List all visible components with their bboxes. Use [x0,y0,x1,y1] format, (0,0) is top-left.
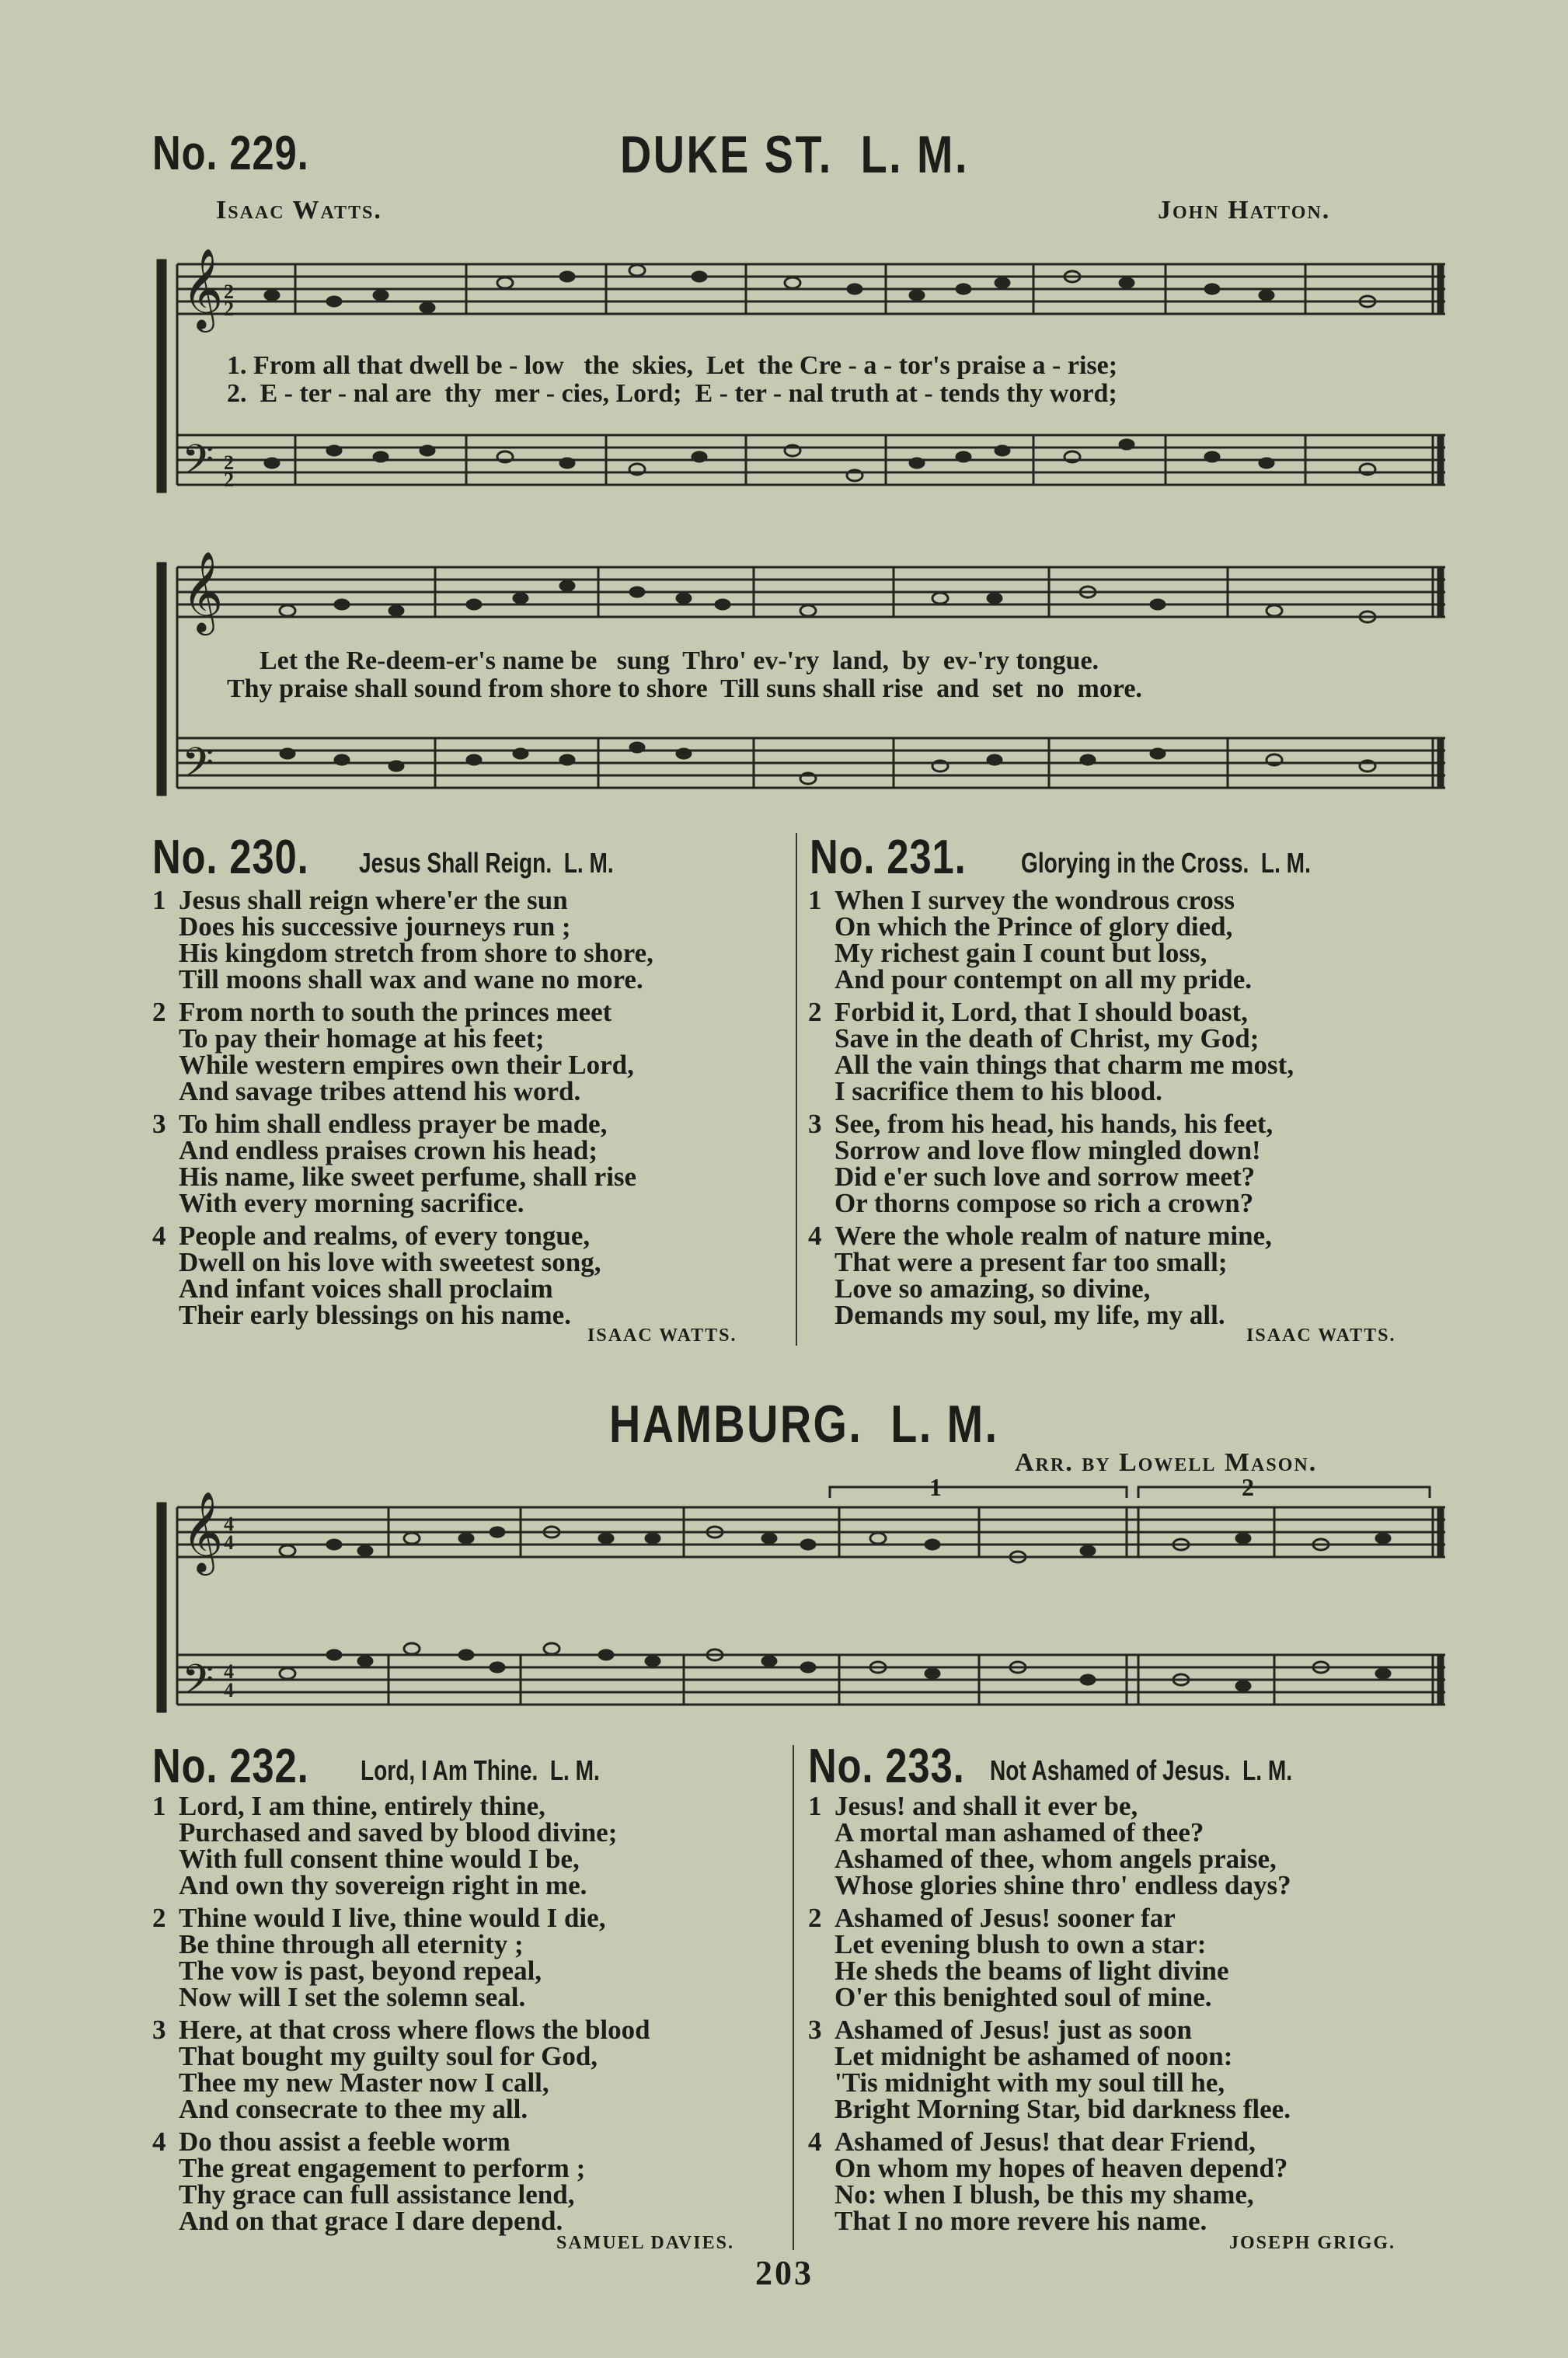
svg-text:𝄢: 𝄢 [182,437,214,494]
tune-title-duke-st: DUKE ST. L. M. [620,125,969,184]
duke-lyric-verse-1-cont: Let the Re-deem-er's name be sung Thro' ev-'ry land, by ev-'ry tongue. [260,646,1099,675]
hymn-230-number: No. 230. [152,831,309,884]
tune-title-hamburg: HAMBURG. L. M. [609,1395,999,1454]
svg-text:2: 2 [224,298,234,320]
hymn-232-text: 1 Lord, I am thine, entirely thine, Purchased and saved by blood divine; With full consent thine would I be, And own thy sovereign right in me. 2 Thine would I live, thine would I die, Be thine through all eternity ; The vow is past, beyond repeal, Now will I set the solemn seal. 3 Here, at that cross where flows the blood That bought my guilty soul for God, Thee my new Master now I call, And consecrate to thee my all. 4 Do thou assist a feeble worm The great engagement to perform ; Thy grace can full assistance lend, And on that grace I dare depend. [152,1791,650,2236]
svg-text:𝄞: 𝄞 [182,248,224,329]
hymn-231-title: Glorying in the Cross. L. M. [1021,847,1311,879]
svg-text:𝄞: 𝄞 [182,1491,224,1573]
svg-text:4: 4 [224,1660,234,1683]
duke-lyric-verse-1: 1. From all that dwell be - low the skies, Let the Cre - a - tor's praise a - rise; [227,351,1118,380]
hymn-232-number: No. 232. [152,1740,309,1793]
hymn-233-title: Not Ashamed of Jesus. L. M. [990,1754,1293,1786]
hymn-230-title: Jesus Shall Reign. L. M. [359,847,614,879]
svg-text:𝄢: 𝄢 [182,1656,214,1714]
svg-text:4: 4 [224,1513,234,1535]
hymn-229-number: No. 229. [152,127,309,180]
svg-text:4: 4 [224,1679,234,1701]
svg-text:2: 2 [224,468,234,491]
hamburg-arranger: Arr. by Lowell Mason. [1015,1448,1318,1477]
hymn-233-number: No. 233. [808,1740,965,1793]
svg-text:2: 2 [224,451,234,474]
hymn-231-author: ISAAC WATTS. [1246,1325,1396,1346]
hymn-231-number: No. 231. [810,831,967,884]
column-divider-bottom [793,1745,794,2250]
words-credit: Isaac Watts. [216,196,382,225]
svg-text:4: 4 [224,1531,234,1554]
hymn-233-author: JOSEPH GRIGG. [1229,2233,1396,2253]
music-credit: John Hatton. [1158,196,1331,225]
hymn-233-text: 1 Jesus! and shall it ever be, A mortal man ashamed of thee? Ashamed of thee, whom angels praise, Whose glories shine thro' endless days? 2 Ashamed of Jesus! sooner far Let evening blush to own a star: He sheds the beams of light divine O'er this benighted soul of mine. 3 Ashamed of Jesus! just as soon Let midnight be ashamed of noon: 'Tis midnight with my soul till he, Bright Morning Star, bid darkness flee. 4 Ashamed of Jesus! that dear Friend, On whom my hopes of heaven depend? No: when I blush, be this my shame, That I no more revere his name. [808,1791,1291,2236]
staff-lines-bass [177,435,1445,485]
column-divider-top [796,833,797,1346]
duke-lyric-verse-2: 2. E - ter - nal are thy mer - cies, Lord; E - ter - nal truth at - tends thy word; [227,379,1117,408]
staff-lines-treble [177,264,1445,314]
hamburg-music [155,1492,1449,1733]
first-ending-number: 1 [929,1473,942,1501]
hymn-230-author: ISAAC WATTS. [587,1325,737,1346]
second-ending-number: 2 [1242,1473,1254,1501]
svg-text:𝄞: 𝄞 [182,551,224,632]
hymn-232-author: SAMUEL DAVIES. [556,2233,734,2253]
hymn-231-text: 1 When I survey the wondrous cross On which the Prince of glory died, My richest gain I count but loss, And pour contempt on all my pride. 2 Forbid it, Lord, that I should boast, Save in the death of Christ, my God; All the vain things that charm me most, I sacrifice them to his blood. 3 See, from his head, his hands, his feet, Sorrow and love flow mingled down! Did e'er such love and sorrow meet? Or thorns compose so rich a crown? 4 Were the whole realm of nature mine, That were a present far too small; Love so amazing, so divine, Demands my soul, my life, my all. [808,885,1294,1330]
hymn-230-text: 1 Jesus shall reign where'er the sun Does his successive journeys run ; His kingdom stretch from shore to shore, Till moons shall wax and wane no more. 2 From north to south the princes meet To pay their homage at his feet; While western empires own their Lord, And savage tribes attend his word. 3 To him shall endless prayer be made, And endless praises crown his head; His name, like sweet perfume, shall rise With every morning sacrifice. 4 People and realms, of every tongue, Dwell on his love with sweetest song, And infant voices shall proclaim Their early blessings on his name. [152,885,653,1330]
svg-text:𝄢: 𝄢 [182,740,214,797]
page-number: 203 [755,2254,814,2292]
duke-lyric-verse-2-cont: Thy praise shall sound from shore to shore Till suns shall rise and set no more. [227,674,1142,703]
hymn-232-title: Lord, I Am Thine. L. M. [361,1754,600,1786]
svg-text:2: 2 [224,280,234,303]
